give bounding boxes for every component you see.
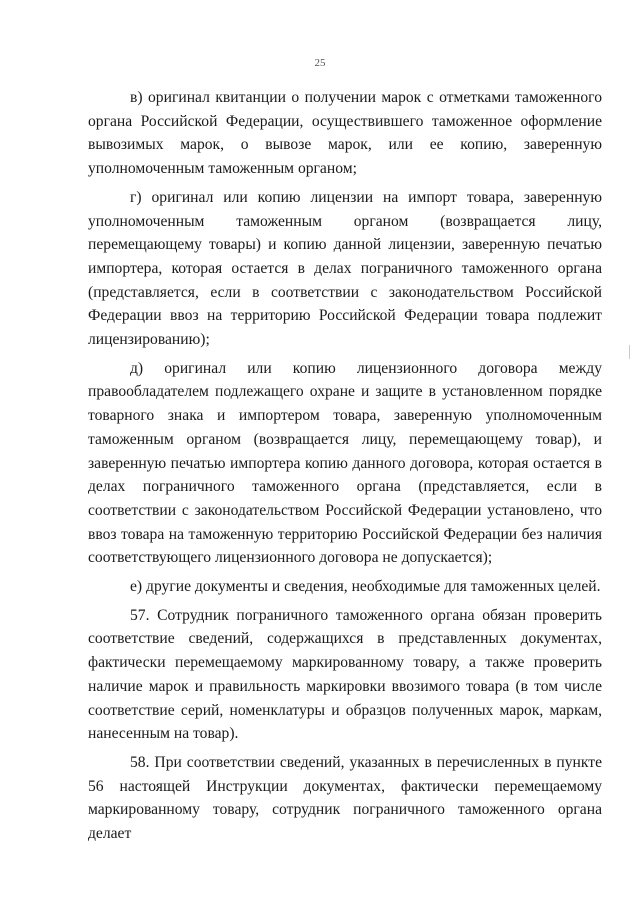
paragraph-58: 58. При соответствии сведений, указанных в перечисленных в пункте 56 настоящей Инструкции документах, фактически перемещаемому маркированному товару, сотрудник пограничного таможенного органа делает [88, 753, 602, 843]
page-number: 25 [314, 57, 326, 69]
paragraph-e: е) другие документы и сведения, необходимые для таможенных целей. [130, 578, 601, 596]
scan-artifact [629, 345, 630, 359]
paragraph-v: в) оригинал квитанции о получении марок с отметками таможенного органа Российской Федерации, осуществившего таможенное оформление вывозимых марок, о вывозе марок, или ее копию, заверенную уполномоченным таможенным органом; [88, 89, 602, 178]
paragraph-g: г) оригинал или копию лицензии на импорт товара, заверенную уполномоченным таможенным органом (возвращается лицу, перемещающему товары) и копию данной лицензии, заверенную печатью импортера, которая остается в делах пограничного таможенного органа (представляется, если в соответствии с законодательством Российской Федерации ввоз на территорию Российской Федерации товара подлежит лицензированию); [88, 188, 602, 349]
paragraph-d: д) оригинал или копию лицензионного договора между правообладателем подлежащего охране и защите в установленном порядке товарного знака и импортером товара, заверенную уполномоченным таможенным органом (возвращается лицу, перемещающему товар), и заверенную печатью импортера копию данного договора, которая остается в делах пограничного таможенного органа (представляется, если в соответствии с законодательством Российской Федерации установлено, что ввоз товара на таможенную территорию Российской Федерации без наличия соответствующего лицензионного договора не допускается); [88, 359, 602, 567]
document-body [88, 86, 602, 846]
paragraph-57: 57. Сотрудник пограничного таможенного органа обязан проверить соответствие сведений, содержащихся в представленных документах, фактически перемещаемому маркированному товару, а также проверить наличие марок и правильность маркировки ввозимого товара (в том числе соответствие серий, номенклатуры и образцов полученных марок, маркам, нанесенным на товар). [88, 606, 602, 743]
